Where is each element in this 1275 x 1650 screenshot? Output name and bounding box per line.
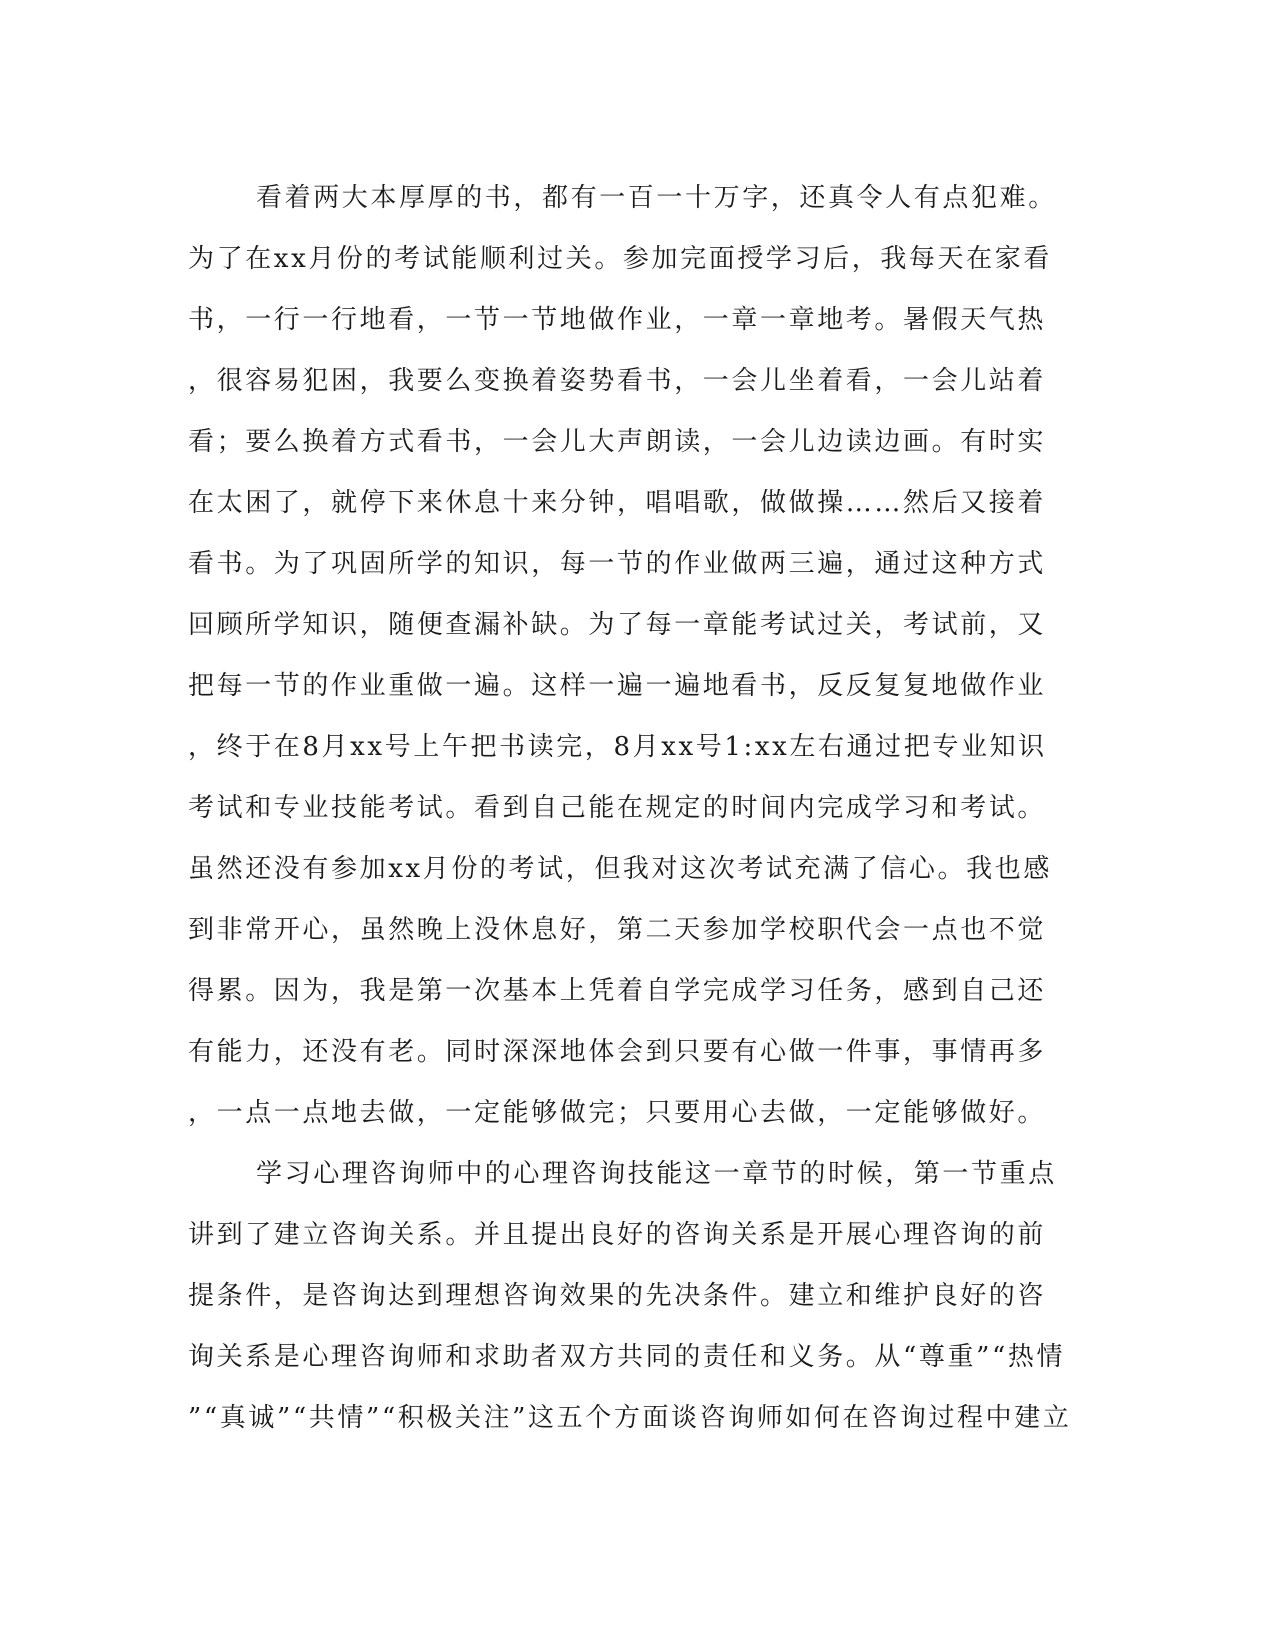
text-line: 提条件，是咨询达到理想咨询效果的先决条件。建立和维护良好的咨 xyxy=(188,1281,1047,1311)
text-line: 到非常开心，虽然晚上没休息好，第二天参加学校职代会一点也不觉 xyxy=(188,915,1047,945)
text-line: 看着两大本厚厚的书，都有一百一十万字，还真令人有点犯难。 xyxy=(256,183,1057,213)
text-line: 书，一行一行地看，一节一节地做作业，一章一章地考。暑假天气热 xyxy=(188,305,1047,335)
text-line: 回顾所学知识，随便查漏补缺。为了每一章能考试过关，考试前，又 xyxy=(188,610,1047,640)
text-line: 为了在xx月份的考试能顺利过关。参加完面授学习后，我每天在家看 xyxy=(188,244,1052,274)
text-line: ，终于在8月xx号上午把书读完，8月xx号1:xx左右通过把专业知识 xyxy=(188,732,1047,762)
text-line: 讲到了建立咨询关系。并且提出良好的咨询关系是开展心理咨询的前 xyxy=(188,1220,1047,1250)
text-line: 学习心理咨询师中的心理咨询技能这一章节的时候，第一节重点 xyxy=(256,1159,1057,1189)
body-text xyxy=(188,168,1088,1449)
text-line: 询关系是心理咨询师和求助者双方共同的责任和义务。从“尊重”“热情 xyxy=(188,1342,1066,1372)
text-line: 有能力，还没有老。同时深深地体会到只要有心做一件事，事情再多 xyxy=(188,1037,1047,1067)
text-line: ，很容易犯困，我要么变换着姿势看书，一会儿坐着看，一会儿站着 xyxy=(188,366,1047,396)
text-line: 把每一节的作业重做一遍。这样一遍一遍地看书，反反复复地做作业 xyxy=(188,671,1047,701)
paragraph-2 xyxy=(188,1144,1088,1449)
paragraph-1 xyxy=(188,168,1088,1144)
text-line: 虽然还没有参加xx月份的考试，但我对这次考试充满了信心。我也感 xyxy=(188,854,1052,884)
text-line: ，一点一点地去做，一定能够做完；只要用心去做，一定能够做好。 xyxy=(188,1098,1047,1128)
text-line: 得累。因为，我是第一次基本上凭着自学完成学习任务，感到自己还 xyxy=(188,976,1047,1006)
text-line: 看；要么换着方式看书，一会儿大声朗读，一会儿边读边画。有时实 xyxy=(188,427,1047,457)
text-line: 在太困了，就停下来休息十来分钟，唱唱歌，做做操……然后又接着 xyxy=(188,488,1047,518)
text-line: 看书。为了巩固所学的知识，每一节的作业做两三遍，通过这种方式 xyxy=(188,549,1047,579)
text-line: 考试和专业技能考试。看到自己能在规定的时间内完成学习和考试。 xyxy=(188,793,1047,823)
text-line: ”“真诚”“共情”“积极关注”这五个方面谈咨询师如何在咨询过程中建立 xyxy=(188,1403,1072,1433)
